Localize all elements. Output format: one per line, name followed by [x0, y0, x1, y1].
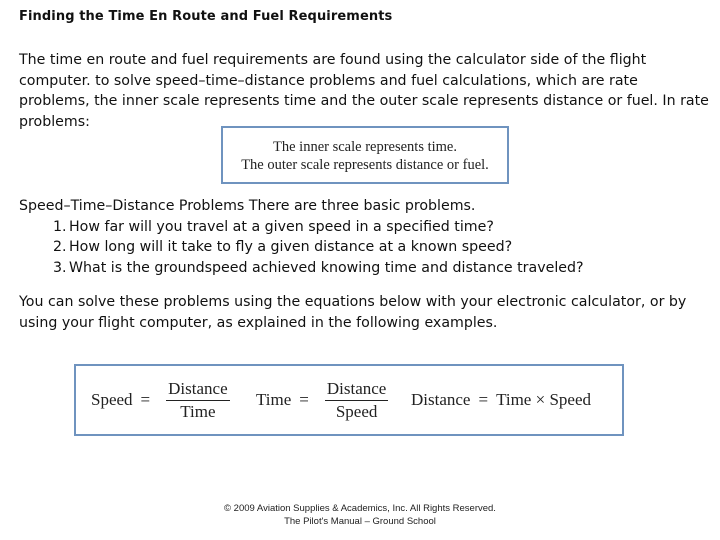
list-item: 1. How far will you travel at a given speed in a specified time? [53, 218, 494, 235]
speed-equation: Speed = $\frac{\text{Distance}}{\text{Time}}$ [91, 378, 228, 421]
problems-list [19, 217, 709, 279]
solve-paragraph: You can solve these problems using the equations below with your electronic calculator, or by using your flight computer, as explained in the following examples. [19, 294, 687, 331]
scale-info-box [221, 126, 509, 184]
distance-equation: Distance = Time × Speed [411, 390, 591, 409]
time-equation: Time = $\frac{\text{Distance}}{\text{Speed}}$ [256, 378, 387, 421]
time-fraction: $\frac{\text{Distance}}{\text{Speed}}$ [326, 378, 387, 421]
list-item: 2. How long will it take to fly a given distance at a known speed? [53, 239, 513, 255]
equations-box [74, 364, 624, 436]
intro-paragraph: The time en route and fuel requirements are found using the calculator side of the flight computer. to solve speed–time–distance problems and fuel calculations, which are rate problems, the inner scale represents time and the outer scale represents distance or fuel. In rate problems: [19, 52, 709, 130]
problems-section [19, 196, 709, 278]
inner-scale-text: The inner scale represents time. [273, 139, 457, 155]
page-title: Finding the Time En Route and Fuel Requirements [19, 9, 393, 24]
copyright-footer: © 2009 Aviation Supplies & Academics, Inc. All Rights Reserved. The Pilot's Manual – Ground School [224, 503, 496, 527]
list-item: 3. What is the groundspeed achieved knowing time and distance traveled? [53, 259, 584, 276]
speed-fraction: $\frac{\text{Distance}}{\text{Time}}$ [168, 378, 228, 421]
problems-lead: Speed–Time–Distance Problems There are three basic problems. [19, 198, 476, 214]
outer-scale-text: The outer scale represents distance or fuel. [241, 157, 489, 173]
